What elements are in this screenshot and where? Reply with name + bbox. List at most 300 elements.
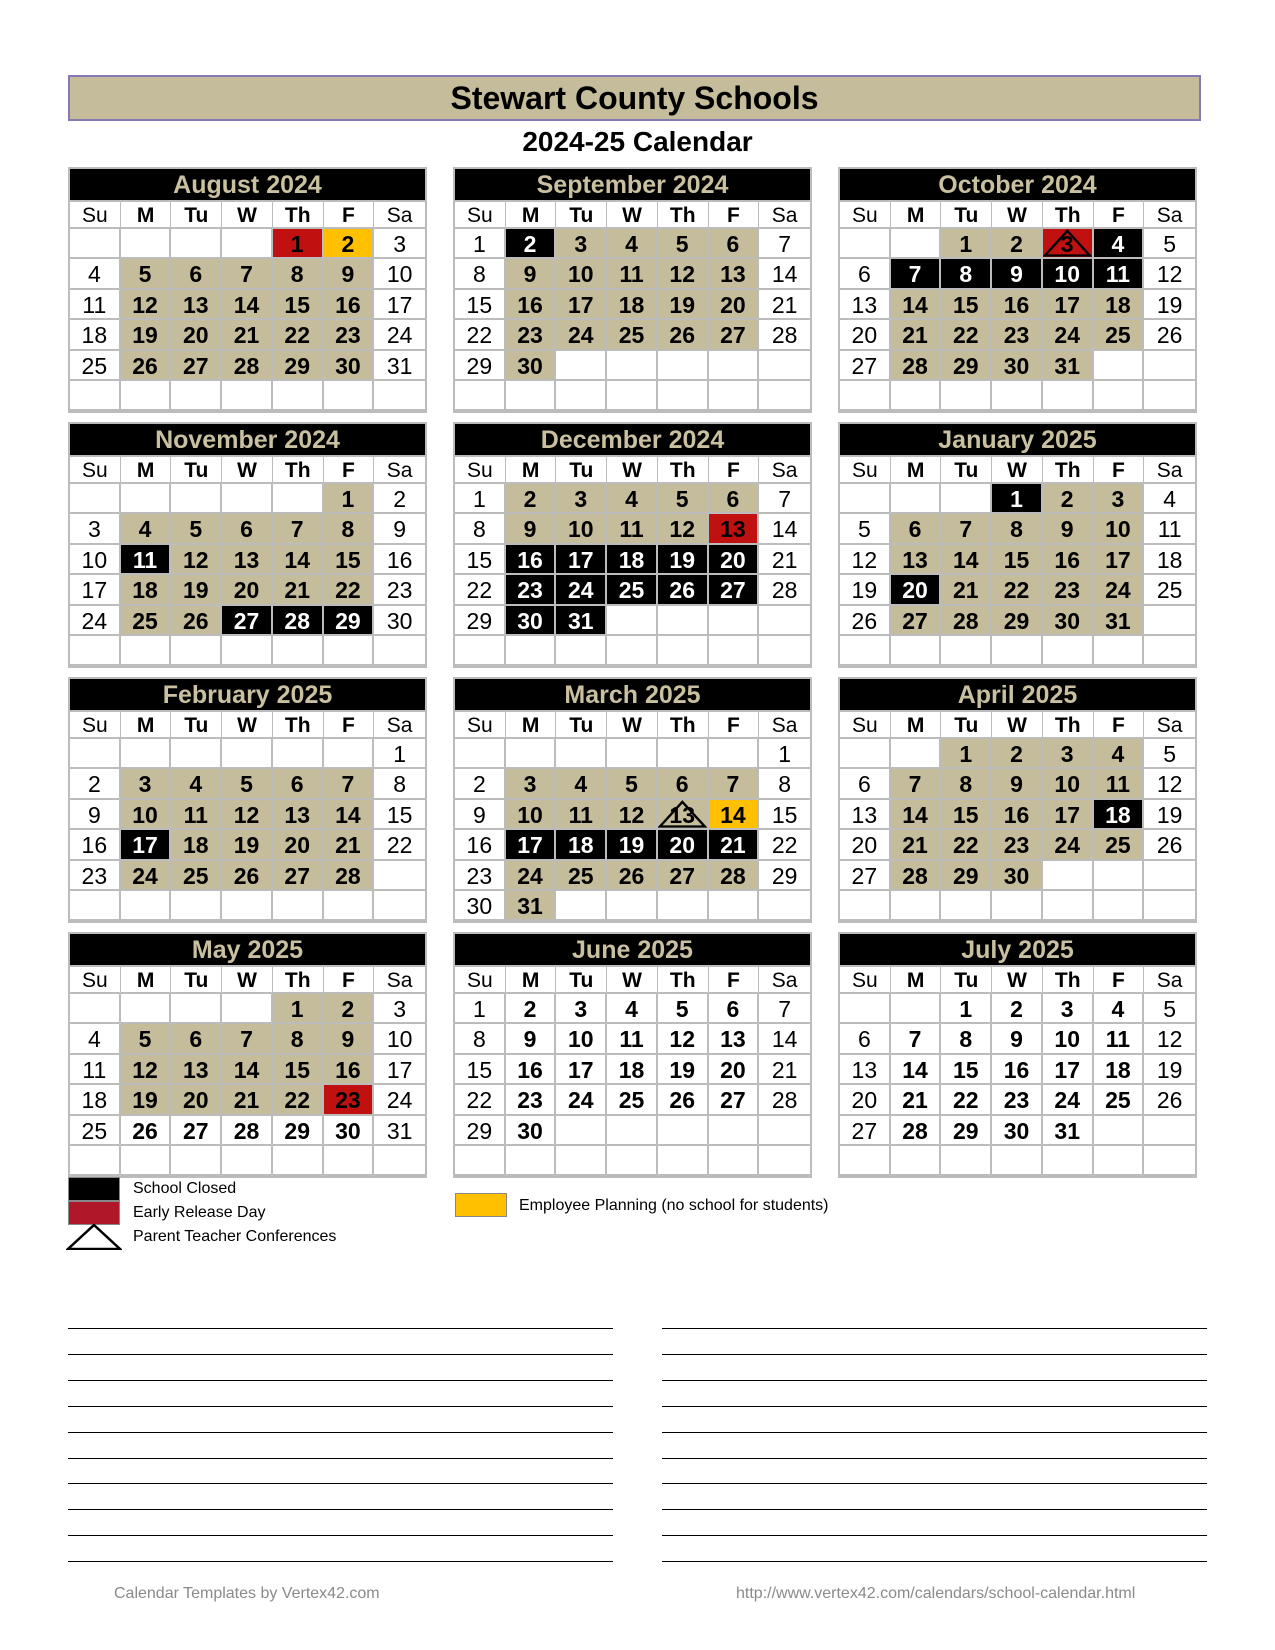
day-cell: 4 (70, 259, 121, 289)
day-cell: 24 (556, 575, 607, 605)
day-cell: 18 (70, 320, 121, 350)
empty-cell (171, 381, 222, 411)
day-cell: 17 (1043, 1055, 1094, 1085)
day-cell: 5 (1144, 994, 1195, 1024)
day-cell: 23 (992, 830, 1043, 860)
empty-cell (658, 381, 709, 411)
day-cell: 8 (941, 259, 992, 289)
empty-cell (891, 739, 942, 769)
empty-cell (70, 739, 121, 769)
day-cell: 25 (1094, 320, 1145, 350)
day-cell: 5 (607, 769, 658, 799)
day-cell: 8 (273, 259, 324, 289)
weekday-header: Sa (759, 457, 810, 484)
legend-ptc-triangle-icon (66, 1224, 122, 1250)
empty-cell (70, 891, 121, 921)
day-cell: 12 (121, 1055, 172, 1085)
day-cell: 29 (759, 861, 810, 891)
empty-cell (324, 636, 375, 666)
day-cell: 19 (222, 830, 273, 860)
note-line (68, 1432, 613, 1433)
day-cell: 25 (1144, 575, 1195, 605)
empty-cell (709, 739, 760, 769)
empty-cell (374, 891, 425, 921)
empty-cell (556, 739, 607, 769)
weekday-header: Th (273, 202, 324, 229)
empty-cell (222, 381, 273, 411)
day-cell: 17 (1094, 545, 1145, 575)
note-line (662, 1509, 1207, 1510)
weekday-header: M (891, 457, 942, 484)
weekday-header: W (222, 967, 273, 994)
day-cell: 31 (374, 351, 425, 381)
day-cell: 2 (1043, 484, 1094, 514)
weekday-header: W (607, 967, 658, 994)
day-cell: 19 (658, 290, 709, 320)
note-line (662, 1561, 1207, 1562)
day-cell: 14 (759, 1024, 810, 1054)
day-cell: 16 (455, 830, 506, 860)
day-cell: 22 (273, 1085, 324, 1115)
empty-cell (709, 891, 760, 921)
day-cell: 21 (891, 320, 942, 350)
empty-cell (222, 636, 273, 666)
day-cell: 12 (658, 514, 709, 544)
day-cell: 1 (273, 994, 324, 1024)
empty-cell (171, 891, 222, 921)
day-cell: 11 (171, 800, 222, 830)
empty-cell (992, 1146, 1043, 1176)
day-cell: 9 (1043, 514, 1094, 544)
day-cell: 5 (1144, 739, 1195, 769)
empty-cell (70, 484, 121, 514)
weekday-header: M (891, 712, 942, 739)
day-cell: 16 (70, 830, 121, 860)
day-cell: 30 (506, 1116, 557, 1146)
empty-cell (222, 891, 273, 921)
empty-cell (222, 739, 273, 769)
day-cell: 20 (709, 290, 760, 320)
day-cell: 23 (992, 1085, 1043, 1115)
day-cell: 24 (556, 320, 607, 350)
day-cell: 6 (891, 514, 942, 544)
empty-cell (607, 606, 658, 636)
note-line (68, 1458, 613, 1459)
day-cell: 14 (273, 545, 324, 575)
weekday-header: W (992, 712, 1043, 739)
day-cell: 1 (455, 229, 506, 259)
day-cell: 3 (1094, 484, 1145, 514)
empty-cell (607, 739, 658, 769)
day-cell: 5 (658, 994, 709, 1024)
month-june-2025 (453, 932, 812, 1178)
day-cell: 8 (759, 769, 810, 799)
weekday-header: Th (658, 202, 709, 229)
empty-cell (121, 484, 172, 514)
weekday-header: Sa (374, 967, 425, 994)
day-cell: 26 (171, 606, 222, 636)
day-cell: 18 (607, 1055, 658, 1085)
day-cell: 23 (455, 861, 506, 891)
weekday-header: Su (455, 712, 506, 739)
day-cell: 13 (658, 800, 709, 830)
day-cell: 21 (759, 545, 810, 575)
day-cell: 4 (607, 229, 658, 259)
day-cell: 1 (324, 484, 375, 514)
weekday-header: M (121, 967, 172, 994)
empty-cell (273, 484, 324, 514)
day-cell: 22 (273, 320, 324, 350)
day-cell: 9 (70, 800, 121, 830)
empty-cell (709, 351, 760, 381)
note-line (662, 1328, 1207, 1329)
day-cell: 20 (658, 830, 709, 860)
month-title: January 2025 (840, 424, 1195, 457)
day-cell: 4 (70, 1024, 121, 1054)
month-november-2024 (68, 422, 427, 668)
day-cell: 22 (324, 575, 375, 605)
day-cell: 27 (709, 320, 760, 350)
day-cell: 31 (1043, 351, 1094, 381)
empty-cell (607, 636, 658, 666)
day-cell: 29 (324, 606, 375, 636)
weekday-header: Sa (374, 457, 425, 484)
empty-cell (222, 1146, 273, 1176)
day-cell: 10 (1043, 259, 1094, 289)
weekday-header: Su (70, 967, 121, 994)
empty-cell (70, 381, 121, 411)
day-cell: 30 (324, 351, 375, 381)
weekday-header: M (506, 712, 557, 739)
day-cell: 25 (70, 351, 121, 381)
day-cell: 4 (171, 769, 222, 799)
day-cell: 16 (506, 1055, 557, 1085)
day-cell: 6 (840, 769, 891, 799)
day-cell: 8 (324, 514, 375, 544)
empty-cell (759, 381, 810, 411)
day-cell: 15 (374, 800, 425, 830)
day-cell: 15 (273, 1055, 324, 1085)
day-cell: 30 (992, 1116, 1043, 1146)
day-cell: 5 (658, 229, 709, 259)
day-cell: 31 (1043, 1116, 1094, 1146)
empty-cell (1094, 381, 1145, 411)
day-cell: 10 (1043, 769, 1094, 799)
day-cell: 20 (891, 575, 942, 605)
day-cell: 20 (709, 1055, 760, 1085)
empty-cell (759, 636, 810, 666)
empty-cell (70, 636, 121, 666)
month-title: April 2025 (840, 679, 1195, 712)
day-cell: 17 (70, 575, 121, 605)
day-cell: 9 (506, 259, 557, 289)
empty-cell (171, 1146, 222, 1176)
day-cell: 3 (506, 769, 557, 799)
day-cell: 6 (171, 1024, 222, 1054)
day-cell: 7 (941, 514, 992, 544)
day-cell: 18 (607, 545, 658, 575)
day-cell: 13 (840, 800, 891, 830)
day-cell: 22 (941, 1085, 992, 1115)
day-cell: 24 (556, 1085, 607, 1115)
day-cell: 12 (1144, 769, 1195, 799)
empty-cell (1144, 381, 1195, 411)
empty-cell (374, 861, 425, 891)
empty-cell (840, 891, 891, 921)
day-cell: 5 (840, 514, 891, 544)
weekday-header: F (709, 712, 760, 739)
empty-cell (658, 891, 709, 921)
day-cell: 8 (941, 769, 992, 799)
empty-cell (1094, 891, 1145, 921)
day-cell: 24 (1043, 1085, 1094, 1115)
day-cell: 2 (506, 229, 557, 259)
day-cell: 10 (121, 800, 172, 830)
day-cell: 4 (607, 994, 658, 1024)
day-cell: 2 (324, 229, 375, 259)
day-cell: 12 (1144, 1024, 1195, 1054)
day-cell: 3 (121, 769, 172, 799)
note-line (68, 1483, 613, 1484)
note-line (662, 1483, 1207, 1484)
day-cell: 27 (171, 1116, 222, 1146)
empty-cell (374, 381, 425, 411)
day-cell: 10 (556, 514, 607, 544)
day-cell: 4 (556, 769, 607, 799)
day-cell: 12 (658, 259, 709, 289)
day-cell: 25 (607, 575, 658, 605)
day-cell: 19 (1144, 290, 1195, 320)
day-cell: 2 (506, 484, 557, 514)
empty-cell (992, 381, 1043, 411)
month-title: December 2024 (455, 424, 810, 457)
day-cell: 21 (941, 575, 992, 605)
day-cell: 11 (70, 290, 121, 320)
day-cell: 16 (1043, 545, 1094, 575)
footer-left: Calendar Templates by Vertex42.com (114, 1585, 380, 1602)
day-cell: 24 (1043, 830, 1094, 860)
day-cell: 12 (658, 1024, 709, 1054)
weekday-header: Th (658, 712, 709, 739)
day-cell: 21 (324, 830, 375, 860)
day-cell: 21 (891, 1085, 942, 1115)
weekday-header: Tu (941, 967, 992, 994)
weekday-header: W (992, 967, 1043, 994)
day-cell: 6 (222, 514, 273, 544)
empty-cell (840, 636, 891, 666)
weekday-header: F (709, 202, 760, 229)
empty-cell (759, 1116, 810, 1146)
day-cell: 14 (891, 800, 942, 830)
empty-cell (941, 484, 992, 514)
day-cell: 13 (222, 545, 273, 575)
day-cell: 20 (840, 320, 891, 350)
day-cell: 4 (1094, 229, 1145, 259)
day-cell: 13 (273, 800, 324, 830)
day-cell: 15 (324, 545, 375, 575)
day-cell: 22 (941, 320, 992, 350)
day-cell: 1 (941, 229, 992, 259)
day-cell: 23 (324, 320, 375, 350)
day-cell: 13 (709, 1024, 760, 1054)
weekday-header: F (1094, 967, 1145, 994)
weekday-header: Tu (556, 457, 607, 484)
day-cell: 24 (1094, 575, 1145, 605)
month-title: March 2025 (455, 679, 810, 712)
weekday-header: Sa (1144, 967, 1195, 994)
empty-cell (658, 636, 709, 666)
day-cell: 19 (121, 1085, 172, 1115)
empty-cell (1043, 861, 1094, 891)
day-cell: 23 (374, 575, 425, 605)
day-cell: 14 (759, 514, 810, 544)
empty-cell (374, 1146, 425, 1176)
day-cell: 20 (840, 1085, 891, 1115)
day-cell: 6 (709, 229, 760, 259)
empty-cell (759, 1146, 810, 1176)
day-cell: 28 (759, 575, 810, 605)
empty-cell (171, 484, 222, 514)
day-cell: 5 (658, 484, 709, 514)
day-cell: 29 (455, 1116, 506, 1146)
empty-cell (506, 636, 557, 666)
empty-cell (273, 739, 324, 769)
day-cell: 27 (840, 861, 891, 891)
day-cell: 30 (1043, 606, 1094, 636)
day-cell: 18 (1144, 545, 1195, 575)
day-cell: 11 (556, 800, 607, 830)
day-cell: 7 (709, 769, 760, 799)
weekday-header: Su (840, 202, 891, 229)
note-line (662, 1380, 1207, 1381)
empty-cell (324, 739, 375, 769)
month-february-2025 (68, 677, 427, 923)
day-cell: 23 (70, 861, 121, 891)
day-cell: 23 (506, 320, 557, 350)
day-cell: 17 (1043, 800, 1094, 830)
day-cell: 28 (891, 351, 942, 381)
day-cell: 19 (658, 545, 709, 575)
legend-closed-label: School Closed (133, 1180, 237, 1197)
day-cell: 26 (222, 861, 273, 891)
day-cell: 28 (709, 861, 760, 891)
weekday-header: M (506, 202, 557, 229)
empty-cell (556, 1146, 607, 1176)
day-cell: 25 (607, 1085, 658, 1115)
day-cell: 31 (1094, 606, 1145, 636)
day-cell: 25 (1094, 1085, 1145, 1115)
day-cell: 7 (222, 259, 273, 289)
legend-early-label: Early Release Day (133, 1204, 266, 1221)
day-cell: 1 (455, 484, 506, 514)
day-cell: 5 (222, 769, 273, 799)
day-cell: 3 (1043, 739, 1094, 769)
day-cell: 10 (556, 1024, 607, 1054)
day-cell: 11 (607, 1024, 658, 1054)
day-cell: 9 (374, 514, 425, 544)
day-cell: 13 (840, 1055, 891, 1085)
day-cell: 28 (891, 861, 942, 891)
empty-cell (658, 606, 709, 636)
empty-cell (121, 1146, 172, 1176)
day-cell: 9 (324, 259, 375, 289)
day-cell: 4 (607, 484, 658, 514)
day-cell: 12 (840, 545, 891, 575)
weekday-header: Th (1043, 967, 1094, 994)
day-cell: 30 (455, 891, 506, 921)
day-cell: 5 (121, 1024, 172, 1054)
day-cell: 10 (374, 1024, 425, 1054)
month-title: September 2024 (455, 169, 810, 202)
empty-cell (658, 1116, 709, 1146)
empty-cell (121, 739, 172, 769)
day-cell: 11 (1144, 514, 1195, 544)
day-cell: 3 (374, 229, 425, 259)
day-cell: 3 (556, 994, 607, 1024)
day-cell: 1 (374, 739, 425, 769)
day-cell: 13 (171, 290, 222, 320)
weekday-header: Th (658, 457, 709, 484)
weekday-header: Sa (1144, 712, 1195, 739)
day-cell: 10 (70, 545, 121, 575)
empty-cell (759, 351, 810, 381)
weekday-header: Sa (1144, 202, 1195, 229)
note-line (662, 1406, 1207, 1407)
weekday-header: Th (658, 967, 709, 994)
day-cell: 29 (273, 351, 324, 381)
day-cell: 24 (374, 320, 425, 350)
weekday-header: F (324, 712, 375, 739)
day-cell: 12 (121, 290, 172, 320)
day-cell: 21 (891, 830, 942, 860)
weekday-header: Su (455, 967, 506, 994)
day-cell: 1 (759, 739, 810, 769)
day-cell: 2 (455, 769, 506, 799)
empty-cell (324, 381, 375, 411)
empty-cell (759, 891, 810, 921)
month-title: June 2025 (455, 934, 810, 967)
day-cell: 25 (171, 861, 222, 891)
empty-cell (222, 229, 273, 259)
month-title: August 2024 (70, 169, 425, 202)
day-cell: 15 (992, 545, 1043, 575)
day-cell: 27 (891, 606, 942, 636)
day-cell: 21 (222, 320, 273, 350)
day-cell: 18 (607, 290, 658, 320)
day-cell: 16 (992, 1055, 1043, 1085)
empty-cell (556, 1116, 607, 1146)
note-line (68, 1354, 613, 1355)
empty-cell (658, 351, 709, 381)
empty-cell (1144, 636, 1195, 666)
day-cell: 15 (455, 1055, 506, 1085)
legend-ptc-label: Parent Teacher Conferences (133, 1228, 337, 1245)
day-cell: 16 (992, 290, 1043, 320)
day-cell: 3 (1043, 229, 1094, 259)
day-cell: 13 (709, 259, 760, 289)
day-cell: 23 (1043, 575, 1094, 605)
day-cell: 17 (506, 830, 557, 860)
day-cell: 20 (222, 575, 273, 605)
day-cell: 14 (709, 800, 760, 830)
day-cell: 17 (374, 1055, 425, 1085)
day-cell: 8 (273, 1024, 324, 1054)
day-cell: 14 (891, 290, 942, 320)
weekday-header: Th (1043, 457, 1094, 484)
day-cell: 22 (759, 830, 810, 860)
day-cell: 25 (121, 606, 172, 636)
empty-cell (891, 484, 942, 514)
